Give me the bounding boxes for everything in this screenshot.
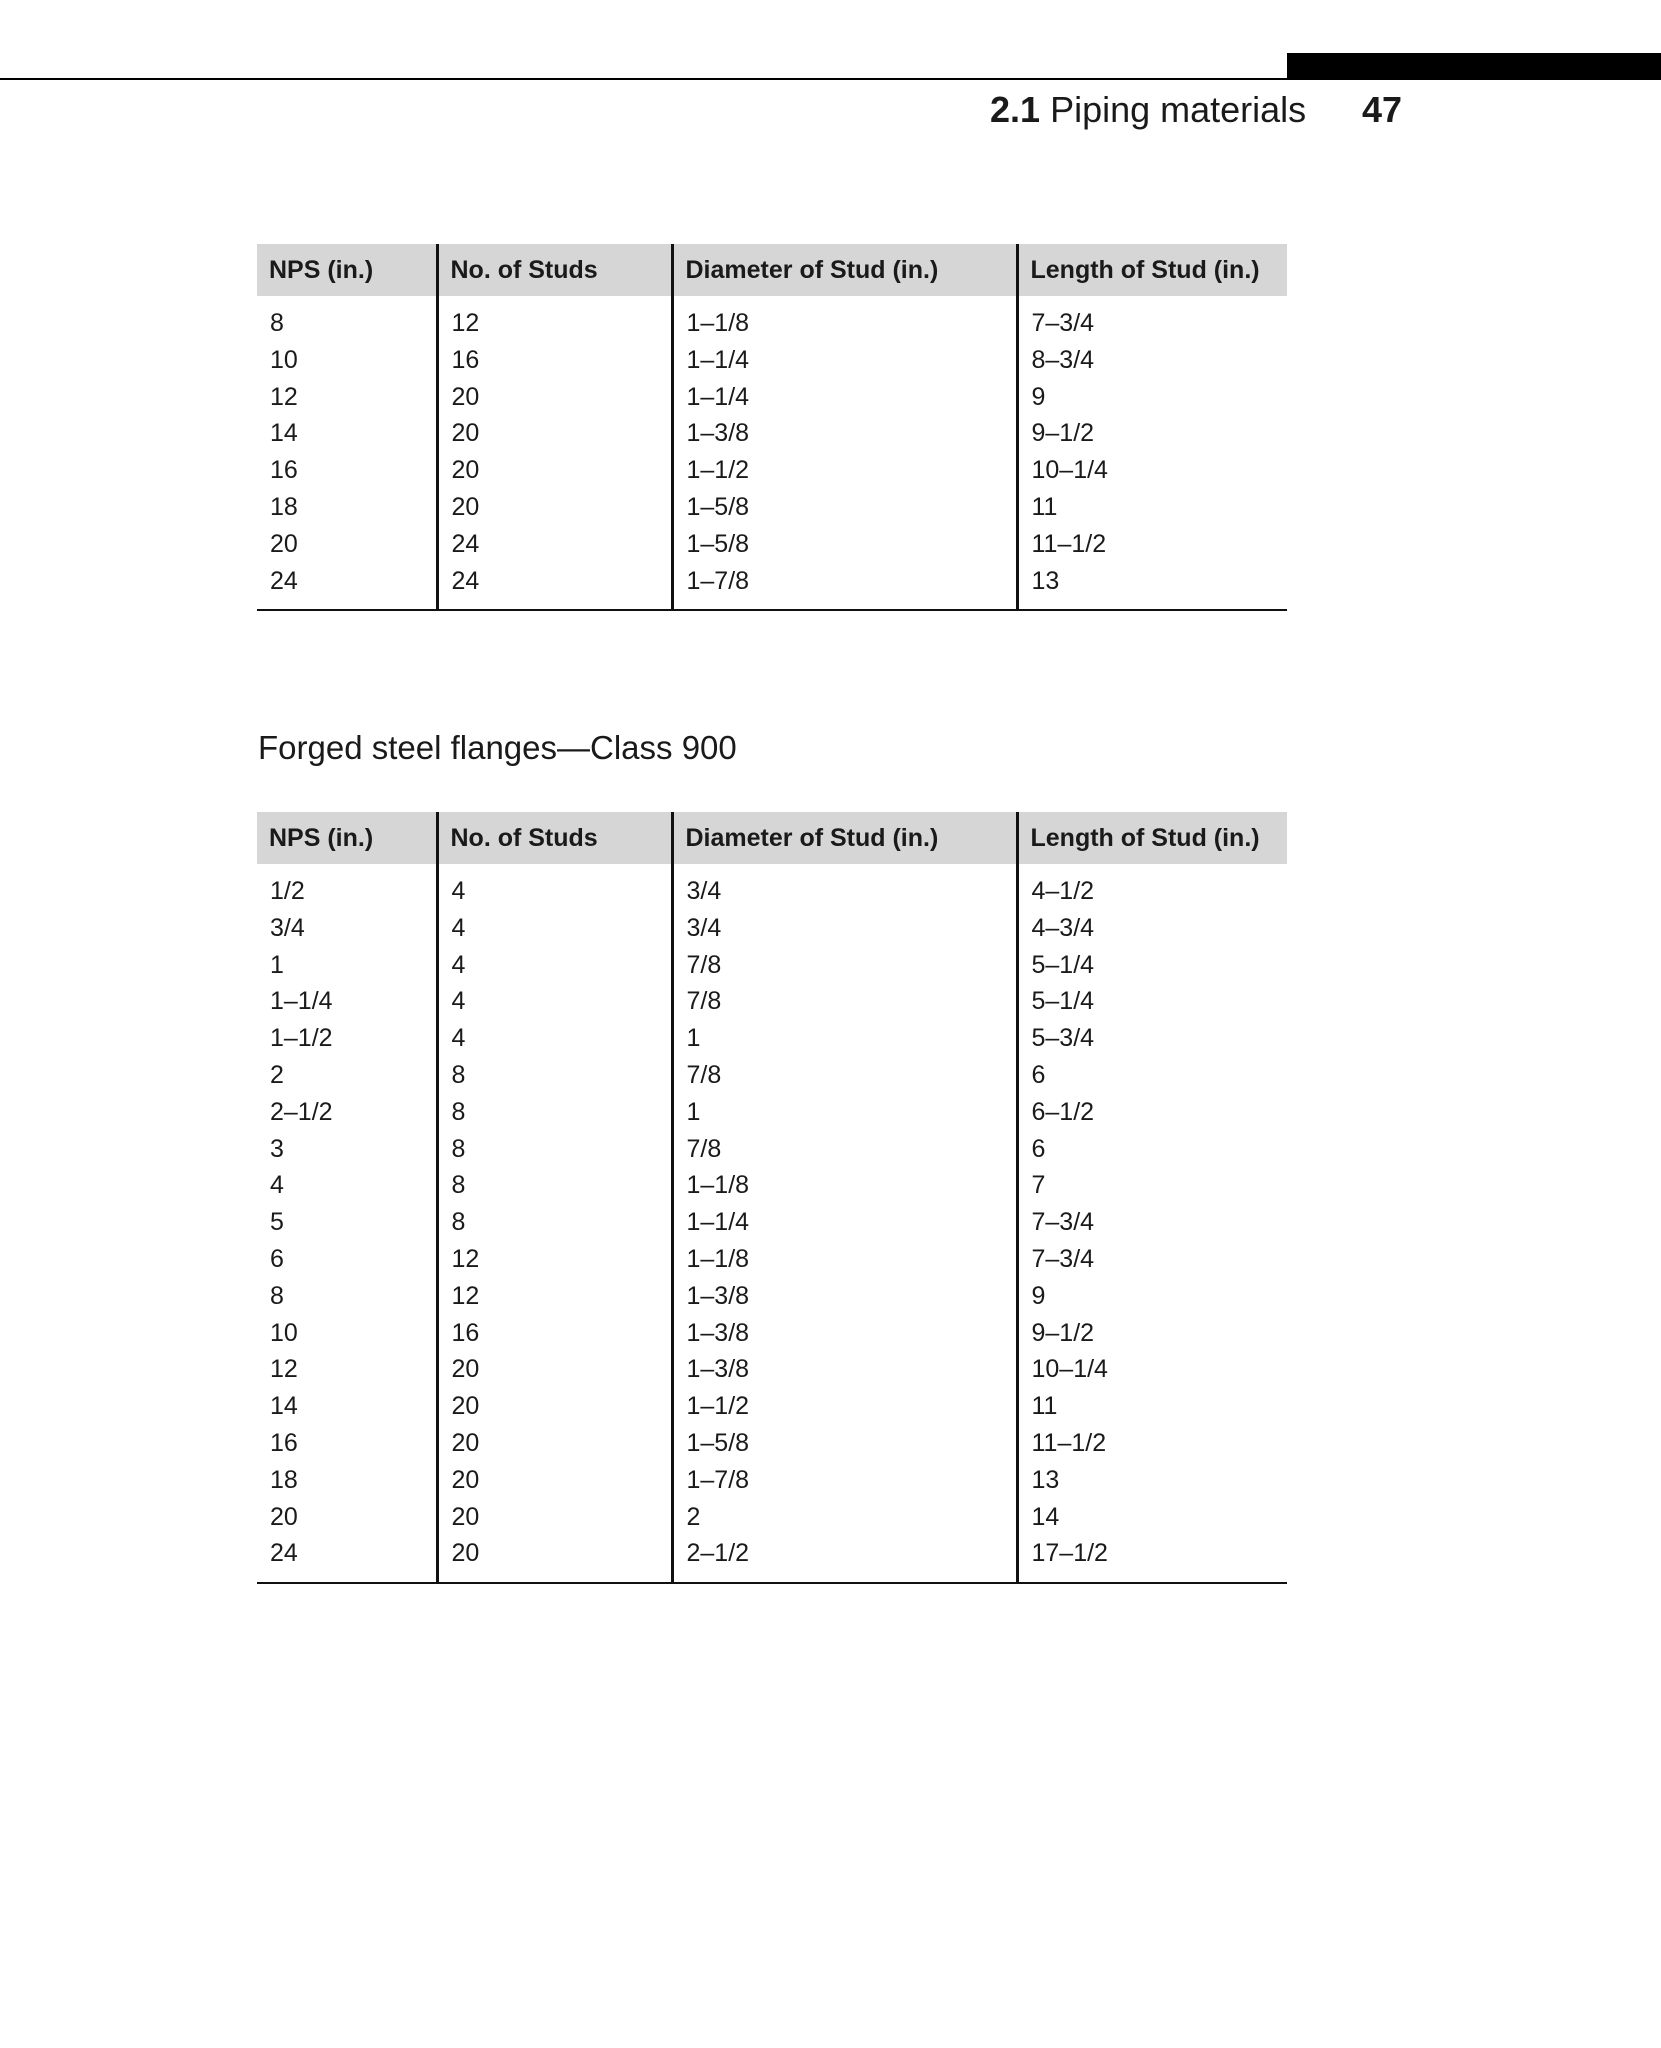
table-header-row <box>257 244 1287 296</box>
cell-diameter: 1–1/8 <box>672 1167 1017 1204</box>
cell-nps: 6 <box>270 1244 284 1273</box>
cell-length: 6 <box>1017 1057 1287 1094</box>
table-row <box>257 1094 1287 1131</box>
table-row <box>257 1278 1287 1315</box>
column-header-length: Length of Stud (in.) <box>1017 244 1287 296</box>
table-row <box>257 1351 1287 1388</box>
cell-diameter: 7/8 <box>672 1057 1017 1094</box>
cell-length: 4–1/2 <box>1017 873 1287 910</box>
table-bottom-rule <box>257 1572 1287 1583</box>
stud-table-2 <box>257 812 1287 1584</box>
page-number: 47 <box>1362 89 1403 130</box>
stud-table-1 <box>257 244 1287 611</box>
table-row <box>257 1020 1287 1057</box>
cell-diameter: 1–3/8 <box>672 1278 1017 1315</box>
cell-nps: 14 <box>270 1392 298 1421</box>
table-row <box>257 1315 1287 1352</box>
cell-studs: 16 <box>437 1315 672 1352</box>
section-title: Piping materials <box>1050 89 1307 130</box>
cell-nps: 20 <box>270 529 298 558</box>
table-row <box>257 305 1287 342</box>
cell-studs: 20 <box>437 1499 672 1536</box>
cell-nps: 14 <box>270 419 298 448</box>
cell-length: 10–1/4 <box>1017 1351 1287 1388</box>
cell-diameter: 7/8 <box>672 947 1017 984</box>
cell-diameter: 1–3/8 <box>672 1315 1017 1352</box>
cell-nps: 10 <box>270 345 298 374</box>
cell-nps: 1–1/2 <box>270 1024 333 1053</box>
table-row <box>257 1057 1287 1094</box>
table-spacer-row <box>257 296 1287 305</box>
cell-studs: 4 <box>437 1020 672 1057</box>
cell-nps: 10 <box>270 1318 298 1347</box>
cell-nps: 24 <box>270 566 298 595</box>
cell-studs: 8 <box>437 1094 672 1131</box>
cell-length: 6 <box>1017 1131 1287 1168</box>
cell-length: 11 <box>1017 1388 1287 1425</box>
table-header-row <box>257 812 1287 864</box>
table-row <box>257 1204 1287 1241</box>
cell-diameter: 2 <box>672 1499 1017 1536</box>
cell-nps: 8 <box>270 309 284 337</box>
cell-length: 8–3/4 <box>1017 342 1287 379</box>
table-row <box>257 1535 1287 1572</box>
cell-studs: 16 <box>437 342 672 379</box>
cell-studs: 20 <box>437 1462 672 1499</box>
cell-nps: 2–1/2 <box>270 1097 333 1126</box>
cell-nps: 3 <box>270 1134 284 1163</box>
column-header-studs: No. of Studs <box>437 244 672 296</box>
cell-length: 9 <box>1017 379 1287 416</box>
column-header-diameter: Diameter of Stud (in.) <box>672 244 1017 296</box>
cell-studs: 24 <box>437 526 672 563</box>
table-row <box>257 1131 1287 1168</box>
cell-diameter: 1–1/4 <box>672 1204 1017 1241</box>
cell-studs: 8 <box>437 1131 672 1168</box>
table-row <box>257 1499 1287 1536</box>
cell-diameter: 1–1/4 <box>672 379 1017 416</box>
cell-nps: 5 <box>270 1208 284 1237</box>
cell-diameter: 1–3/8 <box>672 1351 1017 1388</box>
cell-diameter: 1–3/8 <box>672 415 1017 452</box>
cell-studs: 20 <box>437 415 672 452</box>
cell-studs: 24 <box>437 563 672 600</box>
table-row <box>257 873 1287 910</box>
cell-length: 5–1/4 <box>1017 983 1287 1020</box>
cell-diameter: 1 <box>672 1094 1017 1131</box>
cell-length: 14 <box>1017 1499 1287 1536</box>
cell-length: 4–3/4 <box>1017 910 1287 947</box>
cell-nps: 12 <box>270 382 298 411</box>
cell-length: 9 <box>1017 1278 1287 1315</box>
table-row <box>257 983 1287 1020</box>
cell-studs: 20 <box>437 452 672 489</box>
cell-length: 11–1/2 <box>1017 1425 1287 1462</box>
table-row <box>257 1167 1287 1204</box>
cell-diameter: 1–7/8 <box>672 1462 1017 1499</box>
cell-length: 11 <box>1017 489 1287 526</box>
cell-nps: 16 <box>270 1428 298 1457</box>
cell-studs: 20 <box>437 1535 672 1572</box>
cell-length: 7–3/4 <box>1017 305 1287 342</box>
cell-diameter: 1–5/8 <box>672 1425 1017 1462</box>
cell-studs: 12 <box>437 1278 672 1315</box>
cell-length: 7–3/4 <box>1017 1204 1287 1241</box>
cell-diameter: 1–1/2 <box>672 1388 1017 1425</box>
cell-diameter: 1–1/2 <box>672 452 1017 489</box>
cell-studs: 4 <box>437 910 672 947</box>
cell-studs: 4 <box>437 873 672 910</box>
cell-nps: 18 <box>270 1465 298 1494</box>
cell-nps: 8 <box>270 1281 284 1310</box>
cell-studs: 20 <box>437 1425 672 1462</box>
cell-studs: 4 <box>437 947 672 984</box>
cell-length: 7 <box>1017 1167 1287 1204</box>
cell-diameter: 1–5/8 <box>672 526 1017 563</box>
cell-studs: 20 <box>437 1351 672 1388</box>
table-row <box>257 379 1287 416</box>
cell-length: 10–1/4 <box>1017 452 1287 489</box>
table-row <box>257 563 1287 600</box>
cell-studs: 12 <box>437 1241 672 1278</box>
cell-nps: 1/2 <box>270 877 305 905</box>
cell-diameter: 2–1/2 <box>672 1535 1017 1572</box>
cell-nps: 12 <box>270 1355 298 1384</box>
cell-diameter: 1 <box>672 1020 1017 1057</box>
cell-nps: 1–1/4 <box>270 987 333 1016</box>
cell-length: 5–1/4 <box>1017 947 1287 984</box>
cell-studs: 20 <box>437 1388 672 1425</box>
column-header-diameter: Diameter of Stud (in.) <box>672 812 1017 864</box>
cell-length: 5–3/4 <box>1017 1020 1287 1057</box>
cell-studs: 8 <box>437 1057 672 1094</box>
column-header-nps: NPS (in.) <box>257 244 437 296</box>
cell-nps: 20 <box>270 1502 298 1531</box>
cell-nps: 24 <box>270 1539 298 1568</box>
table-row <box>257 342 1287 379</box>
table-bottom-rule <box>257 599 1287 610</box>
cell-diameter: 3/4 <box>672 873 1017 910</box>
table-body <box>257 864 1287 1583</box>
table-row <box>257 1425 1287 1462</box>
cell-studs: 8 <box>437 1204 672 1241</box>
table-row <box>257 526 1287 563</box>
table-row <box>257 1388 1287 1425</box>
column-header-length: Length of Stud (in.) <box>1017 812 1287 864</box>
cell-length: 13 <box>1017 1462 1287 1499</box>
table-row <box>257 1241 1287 1278</box>
running-head <box>990 88 1307 132</box>
cell-length: 11–1/2 <box>1017 526 1287 563</box>
cell-diameter: 1–1/8 <box>672 1241 1017 1278</box>
table-row <box>257 489 1287 526</box>
cell-nps: 1 <box>270 950 284 979</box>
cell-studs: 20 <box>437 379 672 416</box>
cell-diameter: 1–1/8 <box>672 305 1017 342</box>
cell-nps: 2 <box>270 1060 284 1089</box>
table-row <box>257 415 1287 452</box>
table-spacer-row <box>257 864 1287 873</box>
cell-diameter: 7/8 <box>672 983 1017 1020</box>
cell-length: 17–1/2 <box>1017 1535 1287 1572</box>
cell-length: 9–1/2 <box>1017 1315 1287 1352</box>
cell-diameter: 3/4 <box>672 910 1017 947</box>
cell-studs: 20 <box>437 489 672 526</box>
column-header-nps: NPS (in.) <box>257 812 437 864</box>
table-caption: Forged steel flanges—Class 900 <box>258 729 737 766</box>
cell-length: 9–1/2 <box>1017 415 1287 452</box>
cell-length: 7–3/4 <box>1017 1241 1287 1278</box>
cell-studs: 12 <box>437 305 672 342</box>
header-bar <box>1287 53 1661 80</box>
table-row <box>257 947 1287 984</box>
cell-diameter: 7/8 <box>672 1131 1017 1168</box>
table-row <box>257 910 1287 947</box>
cell-studs: 8 <box>437 1167 672 1204</box>
cell-diameter: 1–5/8 <box>672 489 1017 526</box>
cell-nps: 3/4 <box>270 913 305 942</box>
cell-diameter: 1–1/4 <box>672 342 1017 379</box>
cell-length: 13 <box>1017 563 1287 600</box>
cell-nps: 16 <box>270 456 298 485</box>
table-row <box>257 452 1287 489</box>
cell-nps: 4 <box>270 1171 284 1200</box>
section-number: 2.1 <box>990 89 1041 130</box>
cell-nps: 18 <box>270 492 298 521</box>
table-body <box>257 296 1287 610</box>
cell-length: 6–1/2 <box>1017 1094 1287 1131</box>
column-header-studs: No. of Studs <box>437 812 672 864</box>
cell-diameter: 1–7/8 <box>672 563 1017 600</box>
cell-studs: 4 <box>437 983 672 1020</box>
table-row <box>257 1462 1287 1499</box>
